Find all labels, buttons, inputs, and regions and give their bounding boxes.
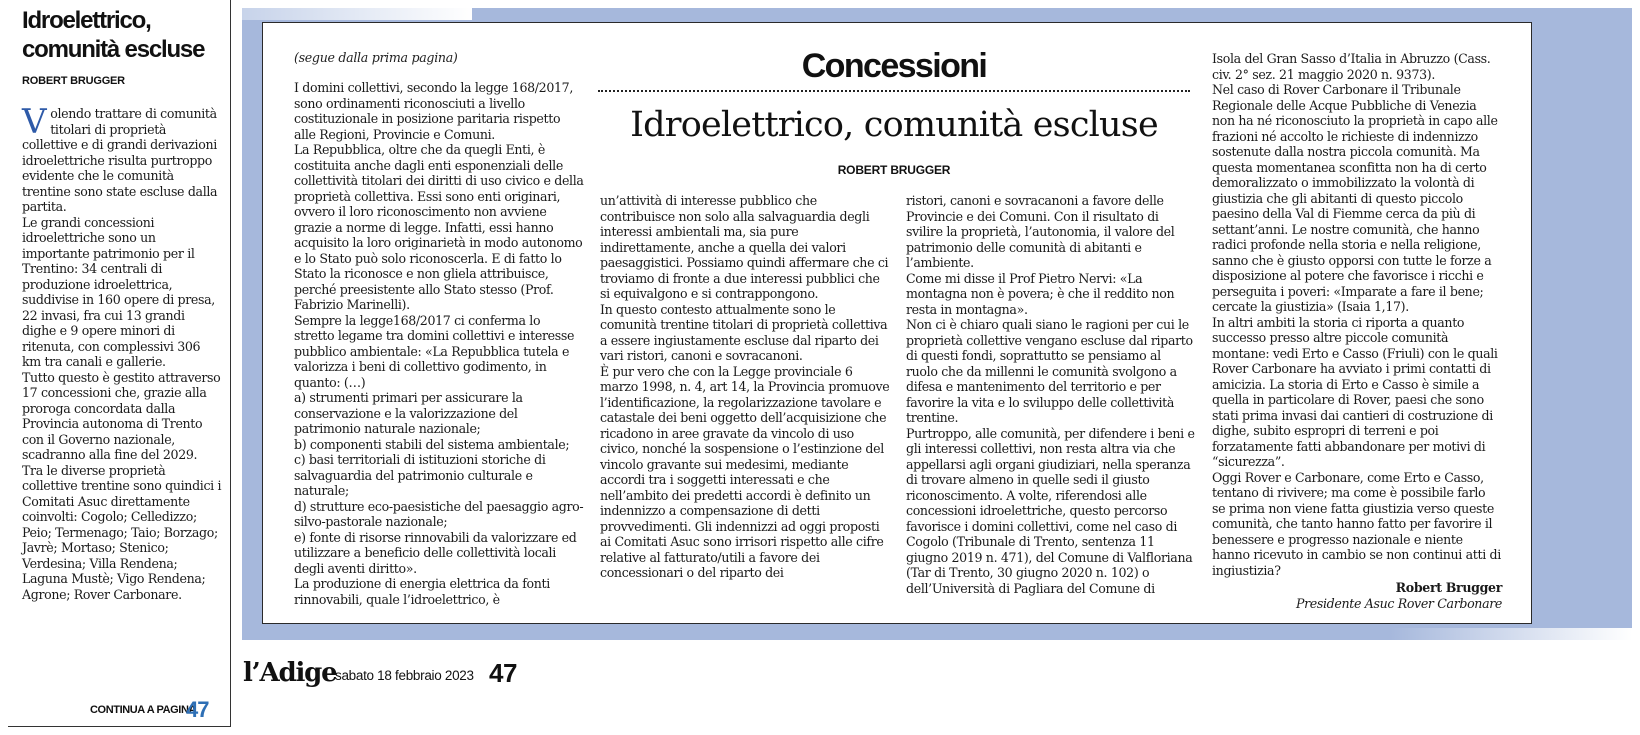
paragraph: Nel caso di Rover Carbonare il Tribunale Regionale delle Acque Pubbliche di Venezia non ha né riconosciuto la proprietà in capo alle frazioni né accolto le richieste di indennizzo sostenute dalla nostra piccola comunità. Ma questa momentanea sconfitta non ha di certo demoralizzato o immobilizzato la volontà di giustizia che gli abitanti di questo piccolo paesino della Val di Fiemme cerca da più di settant’anni. Le nostre comunità, che hanno radici profonde nella storia e nella religione, sanno che è giusto opporsi con tutte le forze a disposizione al potere che favorisce i ricchi e perseguita i poveri: «Imparate a fare il bene; cercate la giustizia» (Isaia 1,17). [1212,82,1498,314]
signature-name: Robert Brugger [1395,580,1502,595]
continua-page-link[interactable]: 47 [186,697,209,722]
paragraph: Sempre la legge168/2017 ci conferma lo stretto legame tra domini collettivi e interesse pubblico ambientale: «La Repubblica tutela e valorizza i beni di collettivo godimento, in quanto: (…) [294,312,575,390]
continua-label: CONTINUA A PAGINA [90,704,197,716]
article-column-3 [906,193,1196,596]
paragraph: b) componenti stabili del sistema ambientale; [294,436,570,452]
paragraph: È pur vero che con la Legge provinciale 6 marzo 1998, n. 4, art 14, la Provincia promuove l’identificazione, la regolarizzazione tavolare e catastale dei beni oggetto dell’acquisizione che ricadono in aree gravate da vincolo di uso civico, nonché la sospensione o l’estinzione del vincolo gravante sui medesimi, mediante accordi tra i soggetti interessati e che nell’ambito dei predetti accordi è definito un indennizzo a compensazione di detti provvedimenti. Gli indennizzi ad oggi proposti ai Comitati Asuc sono irrisori rispetto alle cifre relative al fatturato/utili a favore dei concessionari o del riparto dei [600,363,890,580]
paragraph: Le grandi concessioni idroelettriche sono un importante patrimonio per il Trentino: 34 centrali di produzione idroelettrica, suddivise in 160 opere di presa, 22 invasi, fra cui 13 grandi dighe e 9 opere minori di ritenuta, con complessivi 306 km tra canali e gallerie. [22,214,215,369]
article-column-4 [1212,51,1502,611]
paragraph: olendo trattare di comunità titolari di proprietà collettive e di grandi derivazioni idroelettriche risulta purtroppo evidente che le comunità trentine sono state escluse dalla partita. [22,106,218,214]
page-number: 47 [489,658,517,688]
paragraph: Tra le diverse proprietà collettive trentine sono quindici i Comitati Asuc direttamente coinvolti: Cogolo; Celledizzo; Peio; Termenago; Taio; Borzago; Javrè; Mortaso; Stenico; Verdesina; Villa Rendena; Laguna Mustè; Vigo Rendena; Agrone; Rover Carbonare. [22,462,222,602]
paragraph: In altri ambiti la storia ci riporta a quanto successo presso altre piccole comunità montane: vedi Erto e Casso (Friuli) con le quali Rover Carbonare ha avviato i primi contatti di amicizia. La storia di Erto e Casso è simile a quella in particolare di Rover, paesi che sono stati prima invasi dai cantieri di costruzione di dighe, subito espropri di terreni e poi forzatamente fatti abbandonare per motivi di “sicurezza”. [1212,314,1498,469]
left-article-title: Idroelettrico, comunità escluse [22,7,205,63]
paragraph: Come mi disse il Prof Pietro Nervi: «La montagna non è povera; è che il reddito non resta in montagna». [906,270,1175,317]
article-headline: Idroelettrico, comunità escluse [630,105,1158,145]
paragraph: Purtroppo, alle comunità, per difendere i beni e gli interessi collettivi, non resta altra via che appellarsi agli organi giudiziari, nella speranza di trovare almeno in quelle sedi il giusto riconoscimento. A volte, riferendosi alle concessioni idroelettriche, questo percorso favorisce i domini collettivi, come nel caso di Cogolo (Tribunale di Trento, sentenza 11 giugno 2019 n. 471), del Comune di Valfloriana (Tar di Trento, 30 giugno 2020 n. 102) o dell’Università di Pagliara del Comune di [906,425,1195,596]
paragraph: Isola del Gran Sasso d’Italia in Abruzzo (Cass. civ. 2° sez. 21 maggio 2020 n. 9373). [1212,51,1491,82]
paragraph: In questo contesto attualmente sono le comunità trentine titolari di proprietà collettiva a essere ingiustamente escluse dal riparto dei vari ristori, canoni e sovracanoni. [600,301,888,363]
left-byline: ROBERT BRUGGER [22,75,125,87]
paragraph: e) fonte di risorse rinnovabili da valorizzare ed utilizzare a beneficio delle collettività locali degli aventi diritto». [294,529,577,576]
paragraph: La produzione di energia elettrica da fonti rinnovabili, quale l’idroelettrico, è [294,576,550,607]
signature-role: Presidente Asuc Rover Carbonare [1295,595,1502,611]
paragraph: c) basi territoriali di istituzioni storiche di salvaguardia del patrimonio culturale e naturale; [294,452,546,498]
paragraph: Non ci è chiaro quali siano le ragioni per cui le proprietà collettive vengano escluse dal riparto di questi fondi, soprattutto se pensiamo al ruolo che da millenni le comunità svolgono a difesa e mantenimento del territorio e per favorire la vita e lo sviluppo delle collettività trentine. [906,317,1193,425]
drop-cap: V [22,102,47,142]
newspaper-logo: l’Adige [243,658,337,688]
paragraph: I domini collettivi, secondo la legge 168/2017, sono ordinamenti riconosciuti a livello costituzionale in posizione paritaria rispetto alle Regioni, Provincie e Comuni. [294,80,573,142]
paragraph: d) strutture eco-paesistiche del paesaggio agro-silvo-pastorale nazionale; [294,498,584,529]
paragraph: ristori, canoni e sovracanoni a favore delle Provincie e dei Comuni. Con il risultato di svilire la proprietà, l’autonomia, il valore del patrimonio delle comunità di abitanti e l’ambiente. [906,193,1175,270]
left-article-body [22,102,222,602]
paragraph: un’attività di interesse pubblico che contribuisce non solo alla salvaguardia degli interessi ambientali ma, sia pure indirettamente, anche a quella dei valori paesaggistici. Possiamo quindi affermare che ci troviamo di fronte a due interessi pubblici che si equivalgono e si contrappongono. [600,193,889,301]
article-column-2 [600,193,890,581]
paragraph: La Repubblica, oltre che da quegli Enti, è costituita anche dagli enti esponenziali delle collettività titolari dei diritti di uso civico e della proprietà collettiva. Essi sono enti originari, ovvero il loro riconoscimento non avviene grazie a norme di legge. Infatti, essi hanno acquisito la loro originarietà in modo autonomo e lo Stato può solo riconoscerla. E di fatto lo Stato la riconosce e non gliela attribuisce, perché preesistente allo Stato stesso (Prof. Fabrizio Marinelli). [294,142,584,312]
paragraph: Oggi Rover e Carbonare, come Erto e Casso, tentano di rivivere; ma come è possibile farlo se prima non viene fatta giustizia verso queste comunità, che tanto hanno fatto per favorire il benessere e progresso nazionale e niente hanno ricevuto in cambio se non continui atti di ingiustizia? [1212,469,1501,578]
dotted-divider [598,90,1190,92]
paragraph: Tutto questo è gestito attraverso 17 concessioni che, grazie alla proroga concordata dalla Provincia autonoma di Trento con il Governo nazionale, scadranno alla fine del 2029. [22,369,221,462]
frame-gradient [1390,628,1632,640]
article-column-1 [294,80,584,607]
article-byline: ROBERT BRUGGER [837,163,951,177]
continued-from-note: (segue dalla prima pagina) [294,50,458,65]
issue-date: sabato 18 febbraio 2023 [335,668,474,683]
paragraph: a) strumenti primari per assicurare la conservazione e la valorizzazione del patrimonio naturale nazionale; [294,390,523,436]
section-rubric: Concessioni [801,47,987,85]
frame-gradient [242,8,472,20]
